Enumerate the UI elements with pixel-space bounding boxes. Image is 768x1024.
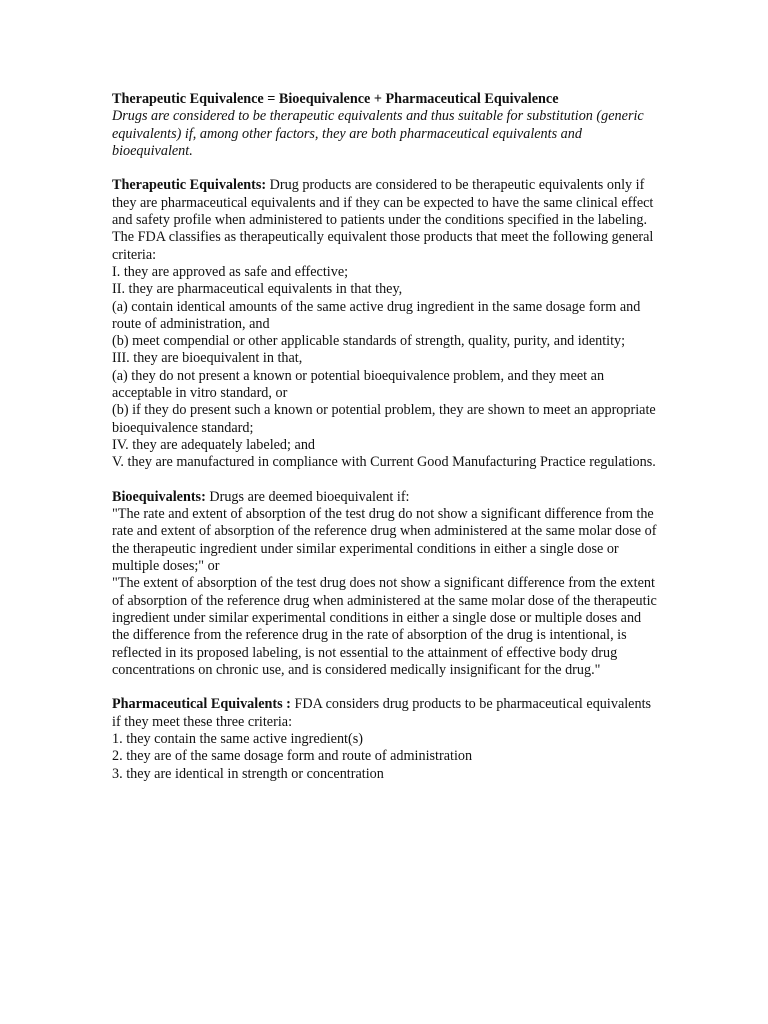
criterion-item: II. they are pharmaceutical equivalents in that they,: [112, 281, 403, 298]
criterion-item: IV. they are adequately labeled; and: [112, 436, 316, 453]
spacer: [112, 472, 660, 489]
bioequivalents-term: Bioequivalents:: [112, 488, 206, 505]
bioequivalence-quote-2: "The extent of absorption of the test drug does not show a significant difference from the extent of absorption of the reference drug when administered at the same molar dose of the therapeutic ingredient under similar experimental conditions in either a single dose or multiple doses and the difference from the reference drug in the rate of absorption of the drug is intentional, is reflected in its proposed labeling, is not essential to the attainment of effective body drug concentrations on chronic use, and is considered medically insignificant for the drug.": [112, 575, 657, 678]
spacer: [112, 160, 660, 177]
bioequivalence-quote-1: "The rate and extent of absorption of the test drug do not show a significant difference from the rate and extent of absorption of the reference drug when administered at the same molar dose of the therapeutic ingredient under similar experimental conditions in either a single dose or multiple doses;" or: [112, 506, 657, 575]
therapeutic-definition: Drug products are considered to be therapeutic equivalents only if they are pharmaceutical equivalents and if they can be expected to have the same clinical effect and safety profile when administered to patients under the conditions specified in the labeling.: [112, 177, 654, 229]
therapeutic-term: Therapeutic Equivalents:: [112, 177, 267, 194]
pharmaceutical-definition: FDA considers drug products to be pharmaceutical equivalents if they meet these three criteria:: [112, 696, 652, 730]
pharmaceutical-criterion: 3. they are identical in strength or concentration: [112, 765, 384, 782]
bioequivalents-section: [112, 489, 660, 679]
intro-paragraph: Drugs are considered to be therapeutic equivalents and thus suitable for substitution (generic equivalents) if, among other factors, they are both pharmaceutical equivalents and bioequivalent.: [112, 108, 644, 159]
criterion-item: (b) if they do present such a known or potential problem, they are shown to meet an appropriate bioequivalence standard;: [112, 402, 656, 436]
therapeutic-equivalents-section: [112, 177, 660, 471]
therapeutic-definition-paragraph: [112, 177, 660, 229]
criterion-item: (b) meet compendial or other applicable standards of strength, quality, purity, and identity;: [112, 333, 626, 350]
bioequivalents-definition: Drugs are deemed bioequivalent if:: [205, 488, 410, 505]
pharmaceutical-definition-paragraph: [112, 696, 660, 731]
criterion-item: (a) contain identical amounts of the same active drug ingredient in the same dosage form and route of administration, and: [112, 298, 641, 332]
spacer: [112, 679, 660, 696]
document-title: Therapeutic Equivalence = Bioequivalence + Pharmaceutical Equivalence: [112, 91, 559, 107]
criterion-item: V. they are manufactured in compliance with Current Good Manufacturing Practice regulations.: [112, 454, 656, 471]
document-page: [112, 91, 660, 783]
criterion-item: I. they are approved as safe and effective;: [112, 263, 349, 280]
pharmaceutical-equivalents-section: [112, 696, 660, 782]
criterion-item: III. they are bioequivalent in that,: [112, 350, 303, 367]
pharmaceutical-term: Pharmaceutical Equivalents :: [112, 696, 291, 713]
bioequivalents-definition-paragraph: [112, 489, 660, 506]
pharmaceutical-criterion: 2. they are of the same dosage form and route of administration: [112, 748, 473, 765]
criterion-item: (a) they do not present a known or potential bioequivalence problem, and they meet an acceptable in vitro standard, or: [112, 367, 605, 402]
criteria-intro: The FDA classifies as therapeutically equivalent those products that meet the following general criteria:: [112, 229, 654, 263]
pharmaceutical-criterion: 1. they contain the same active ingredient(s): [112, 730, 363, 747]
